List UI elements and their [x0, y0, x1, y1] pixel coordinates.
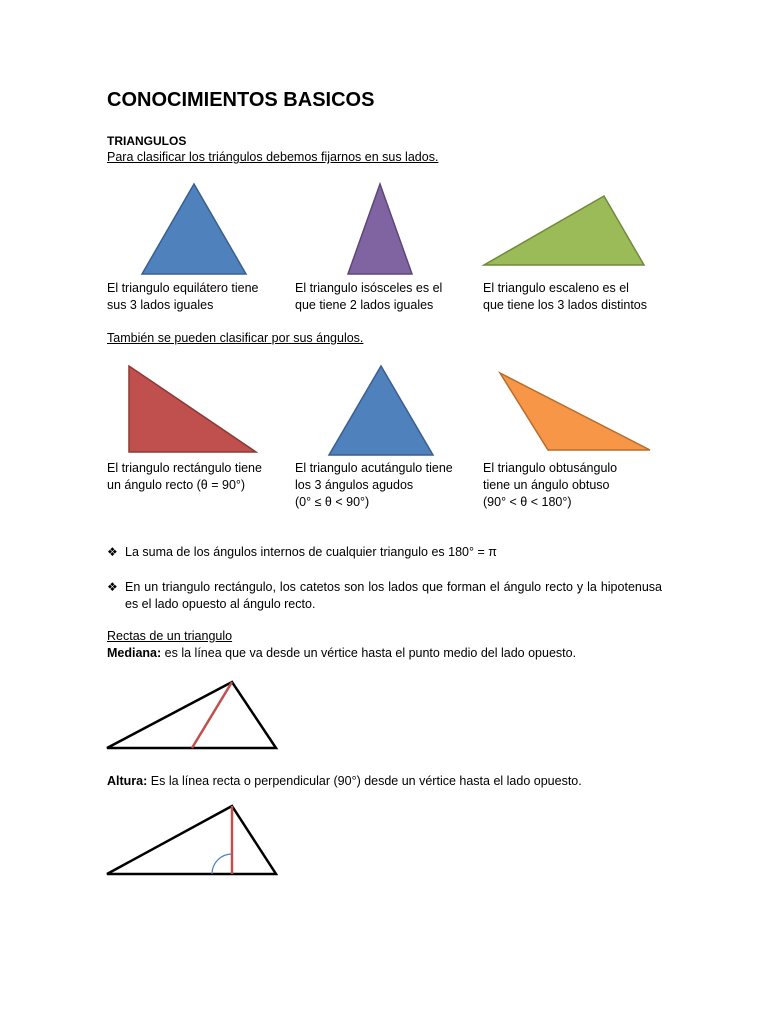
- median-definition: [107, 646, 576, 660]
- median-term: Mediana:: [107, 646, 162, 660]
- bullet-text: La suma de los ángulos internos de cualquier triangulo es 180° = π: [125, 545, 497, 559]
- altitude-term: Altura:: [107, 774, 148, 788]
- intro-sides: Para clasificar los triángulos debemos fijarnos en sus lados.: [107, 150, 439, 164]
- page-title: CONOCIMIENTOS BASICOS: [107, 89, 375, 111]
- caption-line: que tiene 2 lados iguales: [295, 298, 434, 312]
- caption-line: El triangulo equilátero tiene: [107, 281, 259, 295]
- caption-line: sus 3 lados iguales: [107, 298, 214, 312]
- lines-heading: Rectas de un triangulo: [107, 629, 233, 643]
- bullet-right-triangle: [107, 579, 662, 613]
- isosceles-triangle: [348, 184, 412, 274]
- caption-isosceles: [295, 280, 475, 314]
- bullet-angle-sum: [107, 544, 662, 561]
- caption-line: El triangulo isósceles es el: [295, 281, 443, 295]
- caption-line: un ángulo recto (θ = 90°): [107, 478, 246, 492]
- caption-line: (90° < θ < 180°): [483, 495, 572, 509]
- altitude-text: Es la línea recta o perpendicular (90°) desde un vértice hasta el lado opuesto.: [147, 774, 582, 788]
- obtuse-triangle: [500, 373, 650, 450]
- caption-line: El triangulo escaleno es el: [483, 281, 629, 295]
- bullet-text: En un triangulo rectángulo, los catetos son los lados que forman el ángulo recto y la hipotenusa es el lado opuesto al ángulo recto.: [125, 580, 662, 611]
- caption-equilateral: [107, 280, 287, 314]
- diamond-bullet-icon: ❖: [107, 545, 118, 559]
- caption-line: (0° ≤ θ < 90°): [295, 495, 370, 509]
- diamond-bullet-icon: ❖: [107, 580, 118, 594]
- median-text: es la línea que va desde un vértice hasta el punto medio del lado opuesto.: [161, 646, 577, 660]
- caption-line: tiene un ángulo obtuso: [483, 478, 610, 492]
- right-angle-arc: [212, 854, 232, 874]
- caption-line: los 3 ángulos agudos: [295, 478, 414, 492]
- caption-acute: [295, 460, 475, 511]
- caption-line: que tiene los 3 lados distintos: [483, 298, 647, 312]
- caption-line: El triangulo rectángulo tiene: [107, 461, 262, 475]
- right-triangle: [129, 366, 256, 452]
- section-heading: TRIANGULOS: [107, 134, 187, 148]
- caption-line: El triangulo acutángulo tiene: [295, 461, 453, 475]
- altitude-definition: [107, 774, 582, 788]
- intro-angles: También se pueden clasificar por sus ángulos.: [107, 331, 364, 345]
- caption-line: El triangulo obtusángulo: [483, 461, 618, 475]
- altitude-diagram-triangle: [107, 806, 276, 874]
- caption-right: [107, 460, 287, 494]
- scalene-triangle: [484, 196, 644, 265]
- caption-obtuse: [483, 460, 663, 511]
- median-line: [192, 682, 232, 748]
- acute-triangle: [329, 366, 433, 455]
- median-diagram-triangle: [107, 682, 276, 748]
- caption-scalene: [483, 280, 663, 314]
- equilateral-triangle: [142, 184, 246, 274]
